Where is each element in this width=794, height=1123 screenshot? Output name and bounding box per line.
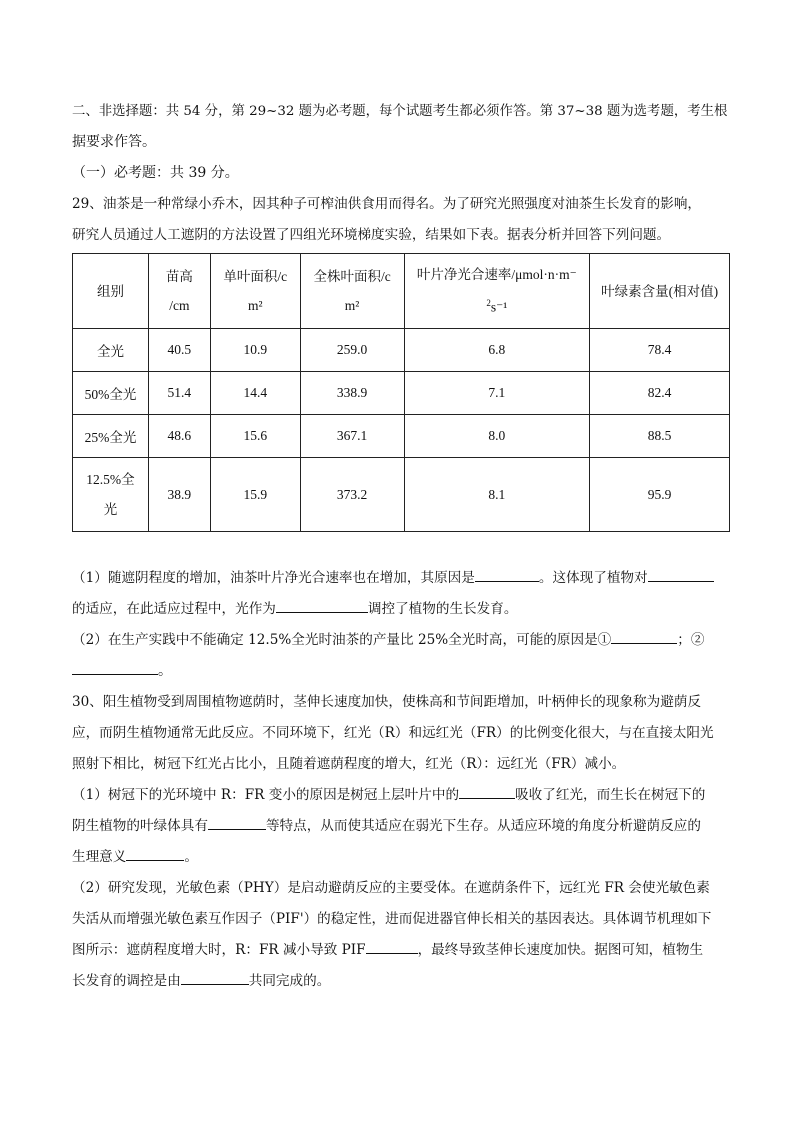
q30-part1-line2: 阴生植物的叶绿体具有 等特点，从而使其适应在弱光下生存。从适应环境的角度分析避荫反应的 — [72, 811, 732, 842]
cell-leaf-area: 15.6 — [210, 415, 300, 458]
cell-rate: 6.8 — [404, 329, 590, 372]
cell-group: 25%全光 — [73, 415, 149, 458]
cell-rate: 7.1 — [404, 372, 590, 415]
header-total-area: 全株叶面积/c m² — [300, 254, 404, 329]
header-leaf-area: 单叶面积/c m² — [210, 254, 300, 329]
header-chlorophyll: 叶绿素含量(相对值) — [590, 254, 730, 329]
table-row — [73, 372, 730, 415]
required-heading: （一）必考题：共 39 分。 — [72, 165, 239, 181]
header-height: 苗高 /cm — [148, 254, 210, 329]
answer-blank[interactable] — [648, 565, 714, 582]
q30-part2-line2: 失活从而增强光敏色素互作因子（PIF'）的稳定性，进而促进器官伸长相关的基因表达。具体调节机理如下 — [72, 911, 712, 927]
answer-blank[interactable] — [366, 937, 418, 954]
answer-blank[interactable] — [459, 782, 515, 799]
header-group: 组别 — [73, 254, 149, 329]
q29-part1-line1: （1）随遮阴程度的增加，油茶叶片净光合速率也在增加，其原因是 。这体现了植物对 — [72, 563, 732, 594]
cell-chlorophyll: 78.4 — [590, 329, 730, 372]
answer-blank[interactable] — [126, 844, 184, 861]
cell-group: 全光 — [73, 329, 149, 372]
q30-part2-line1: （2）研究发现，光敏色素（PHY）是启动避荫反应的主要受体。在遮荫条件下，远红光 FR 会使光敏色素 — [72, 880, 710, 896]
header-rate: 叶片净光合速率/μmol·n·m⁻ $^2$s⁻¹ — [404, 254, 590, 329]
cell-height: 40.5 — [148, 329, 210, 372]
cell-chlorophyll: 88.5 — [590, 415, 730, 458]
answer-blank[interactable] — [208, 813, 266, 830]
q30-stem-line-1: 30、阳生植物受到周围植物遮荫时，茎伸长速度加快，使株高和节间距增加，叶柄伸长的现象称为避荫反 — [72, 694, 702, 710]
cell-group: 12.5%全 光 — [73, 458, 149, 532]
cell-height: 48.6 — [148, 415, 210, 458]
cell-height: 38.9 — [148, 458, 210, 532]
q30-part1-line3: 生理意义 。 — [72, 842, 732, 873]
cell-total-area: 367.1 — [300, 415, 404, 458]
q30-part2-line3: 图所示：遮荫程度增大时，R：FR 减小导致 PIF ，最终导致茎伸长速度加快。据图可知，植物生 — [72, 935, 732, 966]
answer-blank[interactable] — [475, 565, 539, 582]
cell-total-area: 259.0 — [300, 329, 404, 372]
q30-stem-line-2: 应，而阴生植物通常无此反应。不同环境下，红光（R）和远红光（FR）的比例变化很大，与在直接太阳光 — [72, 725, 714, 741]
cell-total-area: 373.2 — [300, 458, 404, 532]
section-header-line-1: 二、非选择题：共 54 分，第 29~32 题为必考题，每个试题考生都必须作答。第 37~38 题为选考题，考生根 — [72, 104, 728, 119]
section-header-line-2: 据要求作答。 — [72, 134, 156, 150]
cell-leaf-area: 14.4 — [210, 372, 300, 415]
cell-chlorophyll: 82.4 — [590, 372, 730, 415]
results-table — [72, 253, 730, 532]
answer-blank[interactable] — [276, 596, 368, 613]
q30-part1-line1: （1）树冠下的光环境中 R：FR 变小的原因是树冠上层叶片中的 吸收了红光，而生长在树冠下的 — [72, 780, 732, 811]
cell-chlorophyll: 95.9 — [590, 458, 730, 532]
q29-part2-line2: 。 — [72, 656, 732, 687]
q30-stem-line-3: 照射下相比，树冠下红光占比小，且随着遮荫程度的增大，红光（R）：远红光（FR）减小。 — [72, 756, 626, 772]
table-row — [73, 458, 730, 532]
cell-rate: 8.1 — [404, 458, 590, 532]
q29-stem-line-2: 研究人员通过人工遮阴的方法设置了四组光环境梯度实验，结果如下表。据表分析并回答下列问题。 — [72, 227, 671, 243]
q30-part2-line4: 长发育的调控是由 共同完成的。 — [72, 966, 732, 997]
answer-blank[interactable] — [72, 658, 158, 675]
q29-part2-line1: （2）在生产实践中不能确定 12.5%全光时油茶的产量比 25%全光时高，可能的原因是① ；② — [72, 625, 732, 656]
answer-blank[interactable] — [181, 968, 249, 985]
cell-group: 50%全光 — [73, 372, 149, 415]
table-header-row — [73, 254, 730, 329]
cell-leaf-area: 10.9 — [210, 329, 300, 372]
table-row — [73, 329, 730, 372]
answer-blank[interactable] — [611, 627, 677, 644]
q29-stem-line-1: 29、油茶是一种常绿小乔木，因其种子可榨油供食用而得名。为了研究光照强度对油茶生长发育的影响， — [72, 196, 702, 212]
cell-total-area: 338.9 — [300, 372, 404, 415]
table-row — [73, 415, 730, 458]
q29-part1-line2: 的适应，在此适应过程中，光作为 调控了植物的生长发育。 — [72, 594, 732, 625]
cell-rate: 8.0 — [404, 415, 590, 458]
section-intro — [72, 96, 732, 251]
cell-leaf-area: 15.9 — [210, 458, 300, 532]
cell-height: 51.4 — [148, 372, 210, 415]
questions-body — [72, 563, 732, 997]
